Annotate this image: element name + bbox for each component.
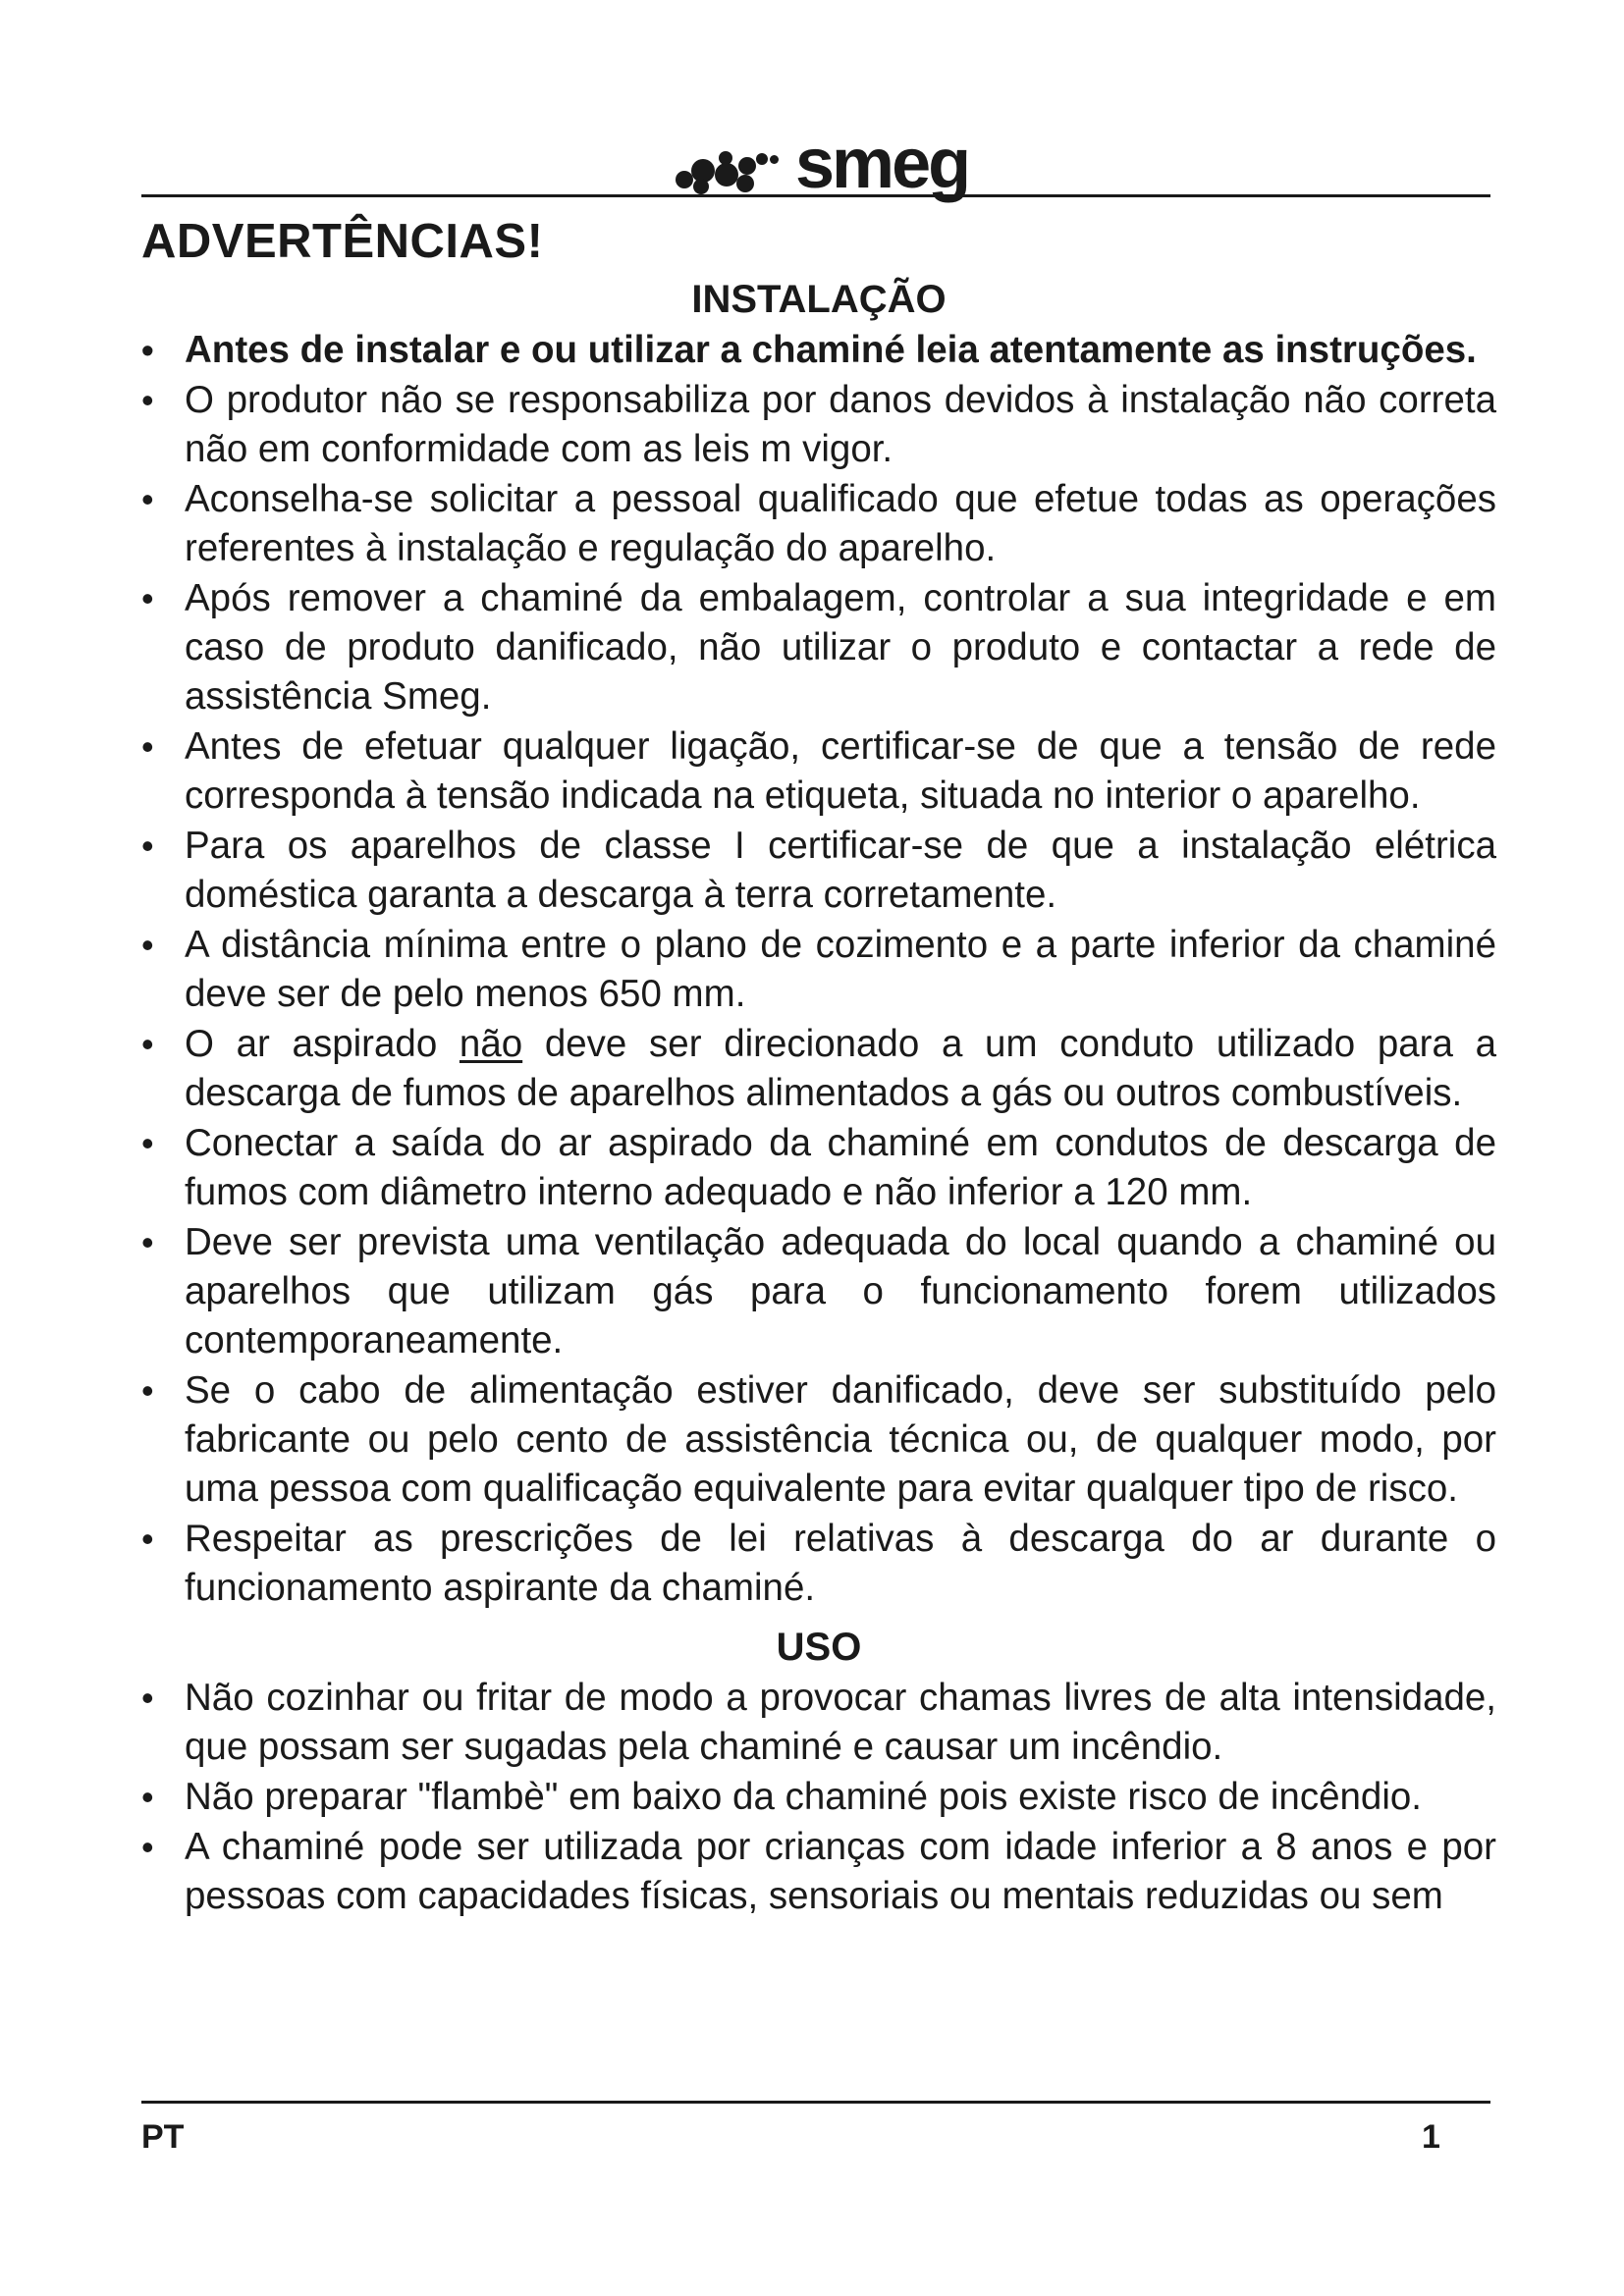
page-number: 1 <box>1422 2118 1440 2156</box>
instalacao-list <box>141 326 1496 1613</box>
list-item: • A distância mínima entre o plano de cozimento e a parte inferior da chaminé deve ser de pelo menos 650 mm. <box>141 921 1496 1019</box>
list-item: • Após remover a chaminé da embalagem, controlar a sua integridade e em caso de produto danificado, não utilizar o produto e contactar a rede de assistência Smeg. <box>141 574 1496 721</box>
header-rule <box>141 194 1490 197</box>
smeg-logo-wordmark: smeg <box>795 125 969 203</box>
list-item: • Conectar a saída do ar aspirado da chaminé em condutos de descarga de fumos com diâmetro interno adequado e não inferior a 120 mm. <box>141 1119 1496 1217</box>
list-item: • A chaminé pode ser utilizada por crianças com idade inferior a 8 anos e por pessoas com capacidades físicas, sensoriais ou mentais reduzidas ou sem <box>141 1823 1496 1921</box>
list-item: • Não cozinhar ou fritar de modo a provocar chamas livres de alta intensidade, que possam ser sugadas pela chaminé e causar um incêndio. <box>141 1674 1496 1772</box>
list-item: • Se o cabo de alimentação estiver danificado, deve ser substituído pelo fabricante ou pelo cento de assistência técnica ou, de qualquer modo, por uma pessoa com qualificação equivalente para evitar qualquer tipo de risco. <box>141 1366 1496 1514</box>
underlined-word: não <box>459 1023 523 1065</box>
list-item <box>141 1020 1496 1118</box>
list-item: • O produtor não se responsabiliza por danos devidos à instalação não correta não em conformidade com as leis m vigor. <box>141 376 1496 474</box>
list-item: • Não preparar "flambè" em baixo da chaminé pois existe risco de incêndio. <box>141 1773 1496 1822</box>
footer-rule <box>141 2101 1490 2104</box>
list-item-text: deve ser direcionado a um conduto utilizado para a descarga de fumos de aparelhos alimentados a gás ou outros combustíveis. <box>185 1023 1496 1114</box>
footer-language: PT <box>141 2118 185 2156</box>
page-title: ADVERTÊNCIAS! <box>141 215 544 268</box>
list-item: • Antes de instalar e ou utilizar a chaminé leia atentamente as instruções. <box>141 326 1496 375</box>
list-item: • Para os aparelhos de classe I certificar-se de que a instalação elétrica doméstica garanta a descarga à terra corretamente. <box>141 822 1496 920</box>
uso-list <box>141 1674 1496 1921</box>
list-item: • Aconselha-se solicitar a pessoal qualificado que efetue todas as operações referentes à instalação e regulação do aparelho. <box>141 475 1496 573</box>
section-heading-uso: USO <box>776 1626 862 1669</box>
list-item-text: O ar aspirado <box>185 1023 460 1065</box>
smeg-logo-dots-icon <box>676 133 793 194</box>
list-item: • Respeitar as prescrições de lei relativas à descarga do ar durante o funcionamento aspirante da chaminé. <box>141 1515 1496 1613</box>
list-item: • Antes de efetuar qualquer ligação, certificar-se de que a tensão de rede corresponda à tensão indicada na etiqueta, situada no interior o aparelho. <box>141 722 1496 821</box>
document-body <box>141 275 1496 1922</box>
smeg-logo <box>676 125 969 203</box>
section-heading-instalacao: INSTALAÇÃO <box>691 278 947 321</box>
list-item: • Deve ser prevista uma ventilação adequada do local quando a chaminé ou aparelhos que utilizam gás para o funcionamento forem utilizados contemporaneamente. <box>141 1218 1496 1365</box>
